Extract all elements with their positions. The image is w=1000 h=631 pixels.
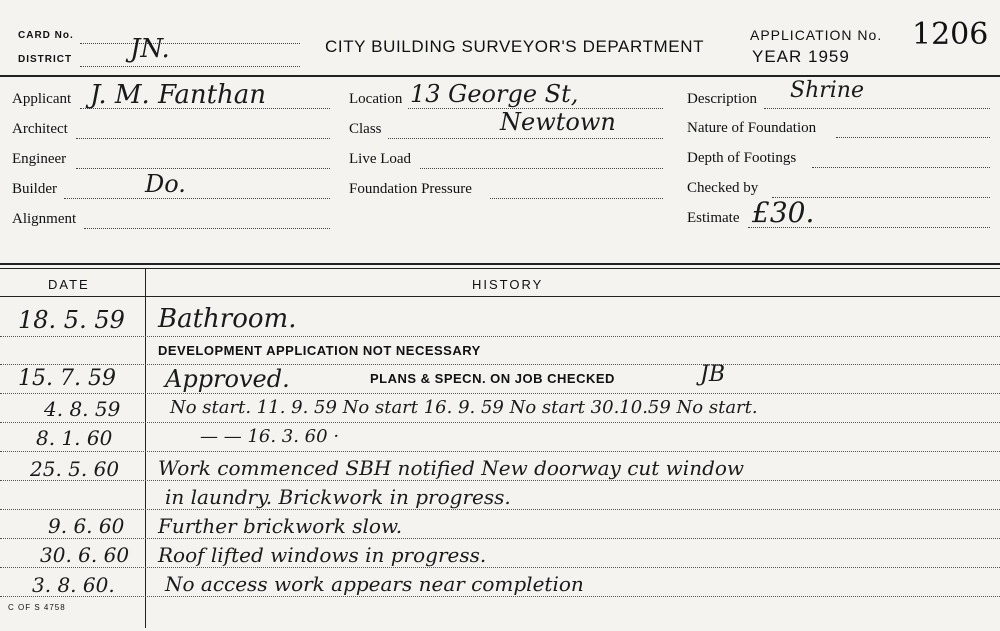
- card-no-label: CARD No.: [18, 30, 74, 41]
- history-entry: — — 16. 3. 60 ·: [200, 426, 340, 447]
- header-rule: [0, 75, 1000, 77]
- class-label: Class: [349, 121, 382, 137]
- history-entry: Further brickwork slow.: [158, 514, 403, 538]
- history-rule: [0, 538, 1000, 539]
- history-rule: [0, 451, 1000, 452]
- checker-initials: JB: [700, 362, 725, 387]
- foundation-pressure-label: Foundation Pressure: [349, 181, 472, 197]
- date-header: DATE: [48, 277, 90, 292]
- history-entry: No access work appears near completion: [165, 572, 584, 596]
- history-rule: [0, 422, 1000, 423]
- history-date: 25. 5. 60: [30, 457, 120, 481]
- live-load-line: [420, 168, 663, 169]
- history-rule: [0, 480, 1000, 481]
- class-line: [388, 138, 663, 139]
- estimate-label: Estimate: [687, 210, 740, 226]
- card-no-line: [80, 43, 300, 44]
- foundation-pressure-line: [490, 198, 663, 199]
- description-label: Description: [687, 91, 757, 107]
- estimate-value: £30.: [752, 196, 815, 229]
- checked-by-label: Checked by: [687, 180, 759, 196]
- history-top-rule: [0, 263, 1000, 265]
- date-column-divider: [145, 268, 146, 628]
- description-line: [764, 108, 990, 109]
- history-rule: [0, 596, 1000, 597]
- builder-label: Builder: [12, 181, 57, 197]
- engineer-label: Engineer: [12, 151, 67, 167]
- history-entry: Roof lifted windows in progress.: [158, 543, 487, 567]
- architect-line: [76, 138, 330, 139]
- history-rule: [0, 567, 1000, 568]
- history-entry: Bathroom.: [158, 304, 297, 334]
- depth-of-footings-label: Depth of Footings: [687, 150, 797, 166]
- history-date: 8. 1. 60: [36, 426, 113, 450]
- application-no-label: APPLICATION No.: [750, 27, 883, 43]
- builder-line: [64, 198, 330, 199]
- district-value: JN.: [130, 34, 170, 64]
- location-label: Location: [349, 91, 403, 107]
- history-entry-typed: PLANS & SPECN. ON JOB CHECKED: [370, 371, 615, 386]
- history-rule: [0, 509, 1000, 510]
- description-value: Shrine: [790, 78, 864, 103]
- history-date: 30. 6. 60: [40, 543, 130, 567]
- history-date: 3. 8. 60.: [32, 573, 115, 597]
- history-entry: Approved.: [165, 365, 290, 393]
- location-value-2: Newtown: [500, 108, 616, 136]
- nature-of-foundation-label: Nature of Foundation: [687, 120, 817, 136]
- history-entry: Work commenced SBH notified New doorway cut window: [158, 456, 745, 480]
- history-header: HISTORY: [472, 277, 544, 292]
- engineer-line: [76, 168, 330, 169]
- history-entry: No start. 11. 9. 59 No start 16. 9. 59 No start 30.10.59 No start.: [170, 397, 758, 418]
- live-load-label: Live Load: [349, 151, 412, 167]
- history-date: 9. 6. 60: [48, 514, 125, 538]
- history-entry: in laundry. Brickwork in progress.: [165, 485, 511, 509]
- year-label: YEAR 1959: [752, 47, 850, 66]
- district-label: DISTRICT: [18, 54, 73, 65]
- history-rule: [0, 364, 1000, 365]
- alignment-line: [84, 228, 330, 229]
- history-entry-typed: DEVELOPMENT APPLICATION NOT NECESSARY: [158, 343, 481, 358]
- applicant-value: J. M. Fanthan: [90, 80, 267, 110]
- history-date: 15. 7. 59: [18, 366, 116, 391]
- history-date: 18. 5. 59: [18, 306, 125, 334]
- history-top-rule-2: [0, 268, 1000, 269]
- architect-label: Architect: [12, 121, 68, 137]
- nature-of-foundation-line: [836, 137, 990, 138]
- applicant-label: Applicant: [12, 91, 72, 107]
- builder-value: Do.: [145, 170, 186, 198]
- application-number: 1206: [912, 17, 989, 52]
- form-code: C OF S 4758: [8, 603, 66, 612]
- history-header-rule: [0, 296, 1000, 297]
- depth-of-footings-line: [812, 167, 990, 168]
- alignment-label: Alignment: [12, 211, 77, 227]
- history-rule: [0, 393, 1000, 394]
- history-date: 4. 8. 59: [44, 397, 121, 421]
- department-title: CITY BUILDING SURVEYOR'S DEPARTMENT: [325, 37, 705, 56]
- district-line: [80, 66, 300, 67]
- history-rule: [0, 336, 1000, 337]
- location-value-1: 13 George St,: [410, 80, 579, 108]
